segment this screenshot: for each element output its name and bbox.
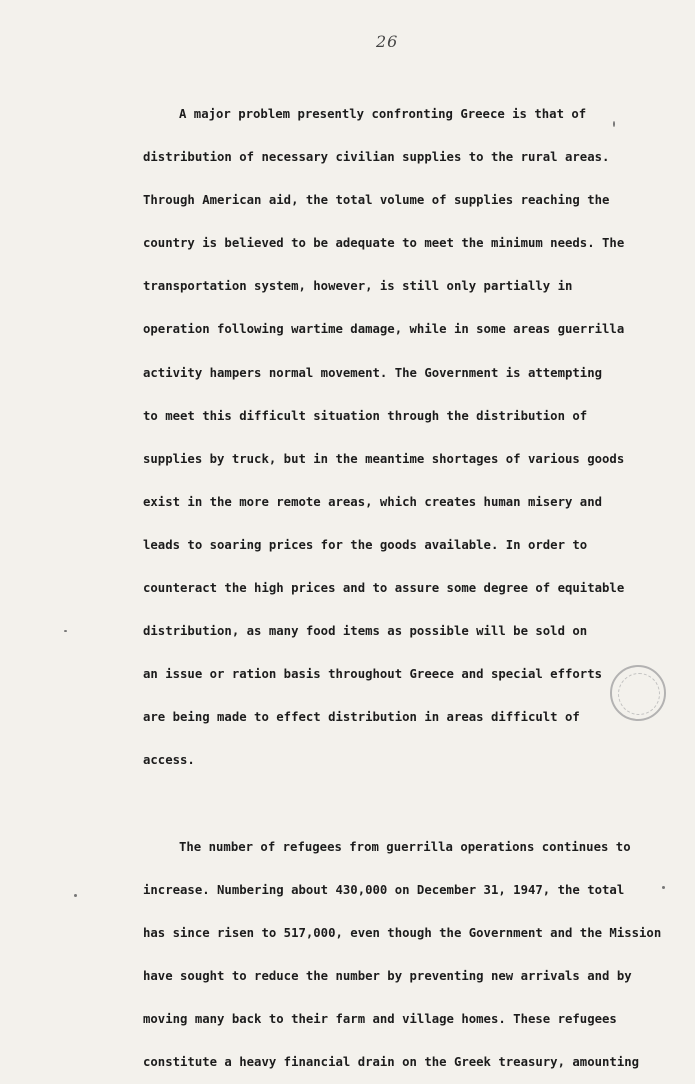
text-line: The number of refugees from guerrilla operations continues to <box>143 826 643 869</box>
text-line: to meet this difficult situation through the distribution of <box>143 395 643 438</box>
paper-speck <box>64 630 67 632</box>
paper-speck <box>613 121 615 127</box>
page-number: 26 <box>376 32 398 51</box>
text-line: transportation system, however, is still only partially in <box>143 265 643 308</box>
document-body <box>143 93 643 1084</box>
text-line: distribution, as many food items as possible will be sold on <box>143 610 643 653</box>
text-line: A major problem presently confronting Greece is that of <box>143 93 643 136</box>
text-line: have sought to reduce the number by preventing new arrivals and by <box>143 955 643 998</box>
text-line: country is believed to be adequate to meet the minimum needs. The <box>143 222 643 265</box>
paper-speck <box>662 886 665 889</box>
text-line: increase. Numbering about 430,000 on December 31, 1947, the total <box>143 869 643 912</box>
text-line: has since risen to 517,000, even though the Government and the Mission <box>143 912 643 955</box>
text-line: supplies by truck, but in the meantime shortages of various goods <box>143 438 643 481</box>
text-line: operation following wartime damage, while in some areas guerrilla <box>143 308 643 351</box>
archive-stamp <box>610 665 666 721</box>
text-line: leads to soaring prices for the goods available. In order to <box>143 524 643 567</box>
paragraph-2 <box>143 826 643 1084</box>
paper-speck <box>74 894 77 897</box>
text-line: are being made to effect distribution in areas difficult of <box>143 696 643 739</box>
text-line: distribution of necessary civilian supplies to the rural areas. <box>143 136 643 179</box>
text-line: exist in the more remote areas, which creates human misery and <box>143 481 643 524</box>
archive-stamp-inner-ring <box>618 673 660 715</box>
text-line: counteract the high prices and to assure some degree of equitable <box>143 567 643 610</box>
text-line: moving many back to their farm and village homes. These refugees <box>143 998 643 1041</box>
text-line: an issue or ration basis throughout Greece and special efforts <box>143 653 643 696</box>
text-line: constitute a heavy financial drain on the Greek treasury, amounting <box>143 1041 643 1084</box>
text-line: Through American aid, the total volume of supplies reaching the <box>143 179 643 222</box>
paragraph-1 <box>143 93 643 783</box>
text-line: activity hampers normal movement. The Government is attempting <box>143 352 643 395</box>
text-line: access. <box>143 739 643 782</box>
